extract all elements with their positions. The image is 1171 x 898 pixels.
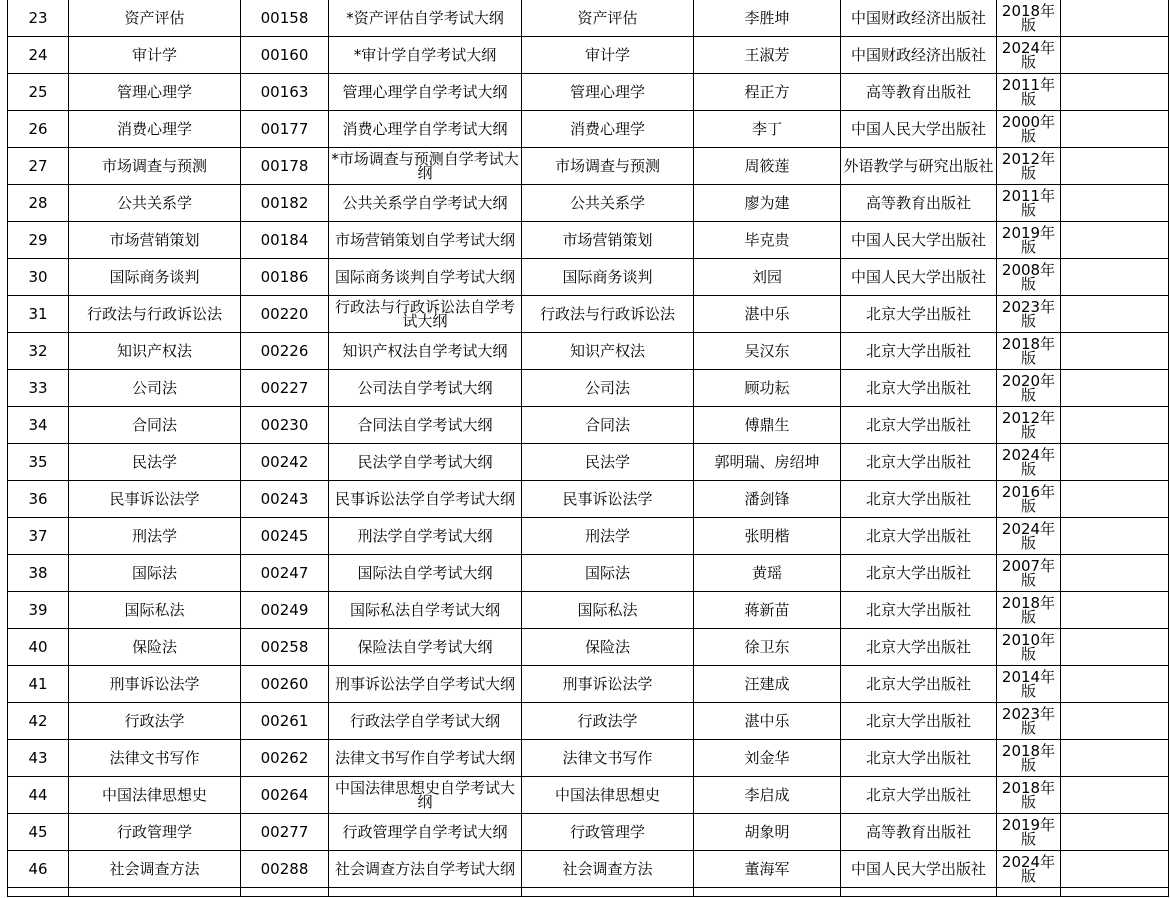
publisher-name: 北京大学出版社 <box>841 777 997 814</box>
table-row <box>8 0 1169 37</box>
author-name: 刘金华 <box>694 740 841 777</box>
edition-year: 2019年版 <box>997 814 1061 851</box>
syllabus-name: 行政管理学自学考试大纲 <box>329 814 522 851</box>
edition-year: 2019年版 <box>997 222 1061 259</box>
syllabus-name: *审计学自学考试大纲 <box>329 37 522 74</box>
course-code: 00258 <box>241 629 329 666</box>
course-code: 00260 <box>241 666 329 703</box>
course-code: 00262 <box>241 740 329 777</box>
blank-cell <box>1061 629 1169 666</box>
publisher-name: 北京大学出版社 <box>841 629 997 666</box>
author-name: 董海军 <box>694 851 841 888</box>
author-name: 郭明瑞、房绍坤 <box>694 444 841 481</box>
blank-cell <box>329 888 522 897</box>
table-row <box>8 296 1169 333</box>
textbook-name: 行政法与行政诉讼法 <box>522 296 694 333</box>
syllabus-name: 公司法自学考试大纲 <box>329 370 522 407</box>
blank-cell <box>1061 851 1169 888</box>
course-code: 00288 <box>241 851 329 888</box>
table-row <box>8 370 1169 407</box>
syllabus-name: *市场调查与预测自学考试大纲 <box>329 148 522 185</box>
table-row <box>8 259 1169 296</box>
row-number: 36 <box>8 481 69 518</box>
table-row <box>8 185 1169 222</box>
publisher-name: 北京大学出版社 <box>841 666 997 703</box>
edition-year: 2000年版 <box>997 111 1061 148</box>
blank-cell <box>1061 814 1169 851</box>
row-number: 32 <box>8 333 69 370</box>
publisher-name: 北京大学出版社 <box>841 333 997 370</box>
blank-cell <box>1061 222 1169 259</box>
course-name: 国际商务谈判 <box>69 259 241 296</box>
publisher-name: 外语教学与研究出版社 <box>841 148 997 185</box>
blank-cell <box>241 888 329 897</box>
course-code: 00242 <box>241 444 329 481</box>
syllabus-name: 国际私法自学考试大纲 <box>329 592 522 629</box>
publisher-name: 北京大学出版社 <box>841 740 997 777</box>
blank-cell <box>1061 518 1169 555</box>
edition-year: 2011年版 <box>997 185 1061 222</box>
course-name: 公共关系学 <box>69 185 241 222</box>
table-row <box>8 814 1169 851</box>
publisher-name: 北京大学出版社 <box>841 444 997 481</box>
row-number: 24 <box>8 37 69 74</box>
textbook-name: 合同法 <box>522 407 694 444</box>
table-row <box>8 74 1169 111</box>
author-name: 李丁 <box>694 111 841 148</box>
blank-cell <box>1061 74 1169 111</box>
edition-year: 2018年版 <box>997 740 1061 777</box>
publisher-name: 北京大学出版社 <box>841 555 997 592</box>
author-name: 李胜坤 <box>694 0 841 37</box>
author-name: 傅鼎生 <box>694 407 841 444</box>
blank-cell <box>1061 444 1169 481</box>
author-name: 顾功耘 <box>694 370 841 407</box>
row-number: 46 <box>8 851 69 888</box>
blank-cell <box>1061 481 1169 518</box>
course-name: 刑事诉讼法学 <box>69 666 241 703</box>
publisher-name: 北京大学出版社 <box>841 518 997 555</box>
publisher-name: 高等教育出版社 <box>841 74 997 111</box>
author-name: 廖为建 <box>694 185 841 222</box>
author-name: 刘园 <box>694 259 841 296</box>
row-number: 27 <box>8 148 69 185</box>
table-row <box>8 851 1169 888</box>
author-name: 蒋新苗 <box>694 592 841 629</box>
edition-year: 2014年版 <box>997 666 1061 703</box>
course-code: 00264 <box>241 777 329 814</box>
publisher-name: 中国财政经济出版社 <box>841 37 997 74</box>
course-name: 市场营销策划 <box>69 222 241 259</box>
syllabus-name: 国际法自学考试大纲 <box>329 555 522 592</box>
author-name: 汪建成 <box>694 666 841 703</box>
course-name: 社会调查方法 <box>69 851 241 888</box>
publisher-name: 高等教育出版社 <box>841 185 997 222</box>
row-number: 41 <box>8 666 69 703</box>
table-row <box>8 629 1169 666</box>
syllabus-name: 法律文书写作自学考试大纲 <box>329 740 522 777</box>
publisher-name: 北京大学出版社 <box>841 481 997 518</box>
course-code: 00182 <box>241 185 329 222</box>
syllabus-name: *资产评估自学考试大纲 <box>329 0 522 37</box>
course-code: 00243 <box>241 481 329 518</box>
author-name: 潘剑锋 <box>694 481 841 518</box>
row-number: 31 <box>8 296 69 333</box>
textbook-name: 保险法 <box>522 629 694 666</box>
textbook-name: 知识产权法 <box>522 333 694 370</box>
course-name: 行政管理学 <box>69 814 241 851</box>
edition-year: 2018年版 <box>997 333 1061 370</box>
edition-year: 2016年版 <box>997 481 1061 518</box>
row-number: 25 <box>8 74 69 111</box>
course-code: 00220 <box>241 296 329 333</box>
row-number: 34 <box>8 407 69 444</box>
table-row <box>8 740 1169 777</box>
table-row <box>8 481 1169 518</box>
textbook-name: 消费心理学 <box>522 111 694 148</box>
table-row <box>8 148 1169 185</box>
blank-cell <box>1061 407 1169 444</box>
blank-cell <box>1061 592 1169 629</box>
textbook-name: 行政管理学 <box>522 814 694 851</box>
blank-cell <box>1061 555 1169 592</box>
course-code: 00230 <box>241 407 329 444</box>
course-name: 民事诉讼法学 <box>69 481 241 518</box>
syllabus-name: 国际商务谈判自学考试大纲 <box>329 259 522 296</box>
blank-cell <box>1061 111 1169 148</box>
textbook-name: 民法学 <box>522 444 694 481</box>
edition-year: 2008年版 <box>997 259 1061 296</box>
edition-year: 2012年版 <box>997 148 1061 185</box>
textbook-name: 社会调查方法 <box>522 851 694 888</box>
course-name: 知识产权法 <box>69 333 241 370</box>
table-row <box>8 444 1169 481</box>
row-number: 23 <box>8 0 69 37</box>
row-number: 39 <box>8 592 69 629</box>
table-row <box>8 777 1169 814</box>
publisher-name: 北京大学出版社 <box>841 296 997 333</box>
blank-cell <box>69 888 241 897</box>
edition-year: 2023年版 <box>997 703 1061 740</box>
textbook-name: 公司法 <box>522 370 694 407</box>
syllabus-name: 行政法与行政诉讼法自学考试大纲 <box>329 296 522 333</box>
author-name: 湛中乐 <box>694 296 841 333</box>
blank-cell <box>1061 296 1169 333</box>
publisher-name: 北京大学出版社 <box>841 370 997 407</box>
row-number: 29 <box>8 222 69 259</box>
course-code: 00178 <box>241 148 329 185</box>
blank-cell <box>1061 370 1169 407</box>
textbook-name: 国际法 <box>522 555 694 592</box>
syllabus-name: 民事诉讼法学自学考试大纲 <box>329 481 522 518</box>
table-row <box>8 222 1169 259</box>
syllabus-name: 消费心理学自学考试大纲 <box>329 111 522 148</box>
blank-cell <box>1061 185 1169 222</box>
course-code: 00186 <box>241 259 329 296</box>
textbook-name: 市场营销策划 <box>522 222 694 259</box>
edition-year: 2018年版 <box>997 592 1061 629</box>
edition-year: 2018年版 <box>997 0 1061 37</box>
course-code: 00184 <box>241 222 329 259</box>
course-name: 国际私法 <box>69 592 241 629</box>
syllabus-name: 行政法学自学考试大纲 <box>329 703 522 740</box>
table-row <box>8 111 1169 148</box>
textbook-name: 刑法学 <box>522 518 694 555</box>
edition-year: 2020年版 <box>997 370 1061 407</box>
course-name: 审计学 <box>69 37 241 74</box>
blank-cell <box>694 888 841 897</box>
author-name: 李启成 <box>694 777 841 814</box>
edition-year: 2010年版 <box>997 629 1061 666</box>
course-code: 00177 <box>241 111 329 148</box>
table-row <box>8 37 1169 74</box>
blank-cell <box>841 888 997 897</box>
textbook-name: 中国法律思想史 <box>522 777 694 814</box>
publisher-name: 中国人民大学出版社 <box>841 222 997 259</box>
row-number: 30 <box>8 259 69 296</box>
row-number: 45 <box>8 814 69 851</box>
syllabus-name: 刑法学自学考试大纲 <box>329 518 522 555</box>
course-code: 00158 <box>241 0 329 37</box>
textbook-name: 民事诉讼法学 <box>522 481 694 518</box>
course-name: 保险法 <box>69 629 241 666</box>
edition-year: 2023年版 <box>997 296 1061 333</box>
syllabus-name: 民法学自学考试大纲 <box>329 444 522 481</box>
table-row <box>8 888 1169 897</box>
course-name: 国际法 <box>69 555 241 592</box>
edition-year: 2024年版 <box>997 851 1061 888</box>
textbook-name: 法律文书写作 <box>522 740 694 777</box>
publisher-name: 高等教育出版社 <box>841 814 997 851</box>
course-code: 00277 <box>241 814 329 851</box>
row-number: 42 <box>8 703 69 740</box>
author-name: 王淑芳 <box>694 37 841 74</box>
author-name: 毕克贵 <box>694 222 841 259</box>
course-code: 00261 <box>241 703 329 740</box>
edition-year: 2024年版 <box>997 444 1061 481</box>
syllabus-name: 公共关系学自学考试大纲 <box>329 185 522 222</box>
row-number: 44 <box>8 777 69 814</box>
course-code: 00226 <box>241 333 329 370</box>
row-number: 38 <box>8 555 69 592</box>
blank-cell <box>522 888 694 897</box>
course-name: 民法学 <box>69 444 241 481</box>
edition-year: 2018年版 <box>997 777 1061 814</box>
syllabus-name: 合同法自学考试大纲 <box>329 407 522 444</box>
edition-year: 2024年版 <box>997 37 1061 74</box>
course-code: 00247 <box>241 555 329 592</box>
edition-year: 2007年版 <box>997 555 1061 592</box>
course-name: 行政法学 <box>69 703 241 740</box>
author-name: 徐卫东 <box>694 629 841 666</box>
row-number: 28 <box>8 185 69 222</box>
blank-cell <box>1061 333 1169 370</box>
course-code: 00163 <box>241 74 329 111</box>
syllabus-name: 保险法自学考试大纲 <box>329 629 522 666</box>
syllabus-name: 知识产权法自学考试大纲 <box>329 333 522 370</box>
row-number: 26 <box>8 111 69 148</box>
course-code: 00227 <box>241 370 329 407</box>
author-name: 胡象明 <box>694 814 841 851</box>
edition-year: 2012年版 <box>997 407 1061 444</box>
textbook-name: 资产评估 <box>522 0 694 37</box>
publisher-name: 北京大学出版社 <box>841 407 997 444</box>
course-name: 法律文书写作 <box>69 740 241 777</box>
textbook-name: 国际私法 <box>522 592 694 629</box>
table-row <box>8 518 1169 555</box>
course-code: 00245 <box>241 518 329 555</box>
publisher-name: 北京大学出版社 <box>841 592 997 629</box>
publisher-name: 中国人民大学出版社 <box>841 111 997 148</box>
course-name: 刑法学 <box>69 518 241 555</box>
syllabus-name: 市场营销策划自学考试大纲 <box>329 222 522 259</box>
edition-year: 2024年版 <box>997 518 1061 555</box>
textbook-name: 管理心理学 <box>522 74 694 111</box>
blank-cell <box>1061 0 1169 37</box>
table-row <box>8 703 1169 740</box>
blank-cell <box>1061 148 1169 185</box>
textbook-table <box>7 0 1169 897</box>
blank-cell <box>1061 37 1169 74</box>
row-number: 37 <box>8 518 69 555</box>
textbook-name: 行政法学 <box>522 703 694 740</box>
publisher-name: 中国人民大学出版社 <box>841 851 997 888</box>
blank-cell <box>1061 888 1169 897</box>
author-name: 吴汉东 <box>694 333 841 370</box>
table-row <box>8 407 1169 444</box>
author-name: 张明楷 <box>694 518 841 555</box>
course-name: 中国法律思想史 <box>69 777 241 814</box>
course-name: 公司法 <box>69 370 241 407</box>
course-name: 资产评估 <box>69 0 241 37</box>
blank-cell <box>1061 259 1169 296</box>
syllabus-name: 管理心理学自学考试大纲 <box>329 74 522 111</box>
blank-cell <box>1061 666 1169 703</box>
textbook-name: 国际商务谈判 <box>522 259 694 296</box>
course-name: 管理心理学 <box>69 74 241 111</box>
syllabus-name: 中国法律思想史自学考试大纲 <box>329 777 522 814</box>
publisher-name: 中国人民大学出版社 <box>841 259 997 296</box>
author-name: 湛中乐 <box>694 703 841 740</box>
edition-year: 2011年版 <box>997 74 1061 111</box>
table-row <box>8 592 1169 629</box>
row-number: 43 <box>8 740 69 777</box>
textbook-name: 刑事诉讼法学 <box>522 666 694 703</box>
table-row <box>8 666 1169 703</box>
course-name: 消费心理学 <box>69 111 241 148</box>
row-number: 33 <box>8 370 69 407</box>
author-name: 周筱莲 <box>694 148 841 185</box>
row-number: 35 <box>8 444 69 481</box>
row-number: 40 <box>8 629 69 666</box>
textbook-name: 市场调查与预测 <box>522 148 694 185</box>
blank-cell <box>1061 777 1169 814</box>
course-code: 00249 <box>241 592 329 629</box>
syllabus-name: 社会调查方法自学考试大纲 <box>329 851 522 888</box>
table-row <box>8 555 1169 592</box>
course-name: 行政法与行政诉讼法 <box>69 296 241 333</box>
publisher-name: 中国财政经济出版社 <box>841 0 997 37</box>
textbook-name: 公共关系学 <box>522 185 694 222</box>
course-name: 市场调查与预测 <box>69 148 241 185</box>
course-name: 合同法 <box>69 407 241 444</box>
blank-cell <box>1061 740 1169 777</box>
blank-cell <box>1061 703 1169 740</box>
syllabus-name: 刑事诉讼法学自学考试大纲 <box>329 666 522 703</box>
blank-cell <box>997 888 1061 897</box>
author-name: 黄瑶 <box>694 555 841 592</box>
publisher-name: 北京大学出版社 <box>841 703 997 740</box>
course-code: 00160 <box>241 37 329 74</box>
textbook-name: 审计学 <box>522 37 694 74</box>
author-name: 程正方 <box>694 74 841 111</box>
blank-cell <box>8 888 69 897</box>
table-row <box>8 333 1169 370</box>
